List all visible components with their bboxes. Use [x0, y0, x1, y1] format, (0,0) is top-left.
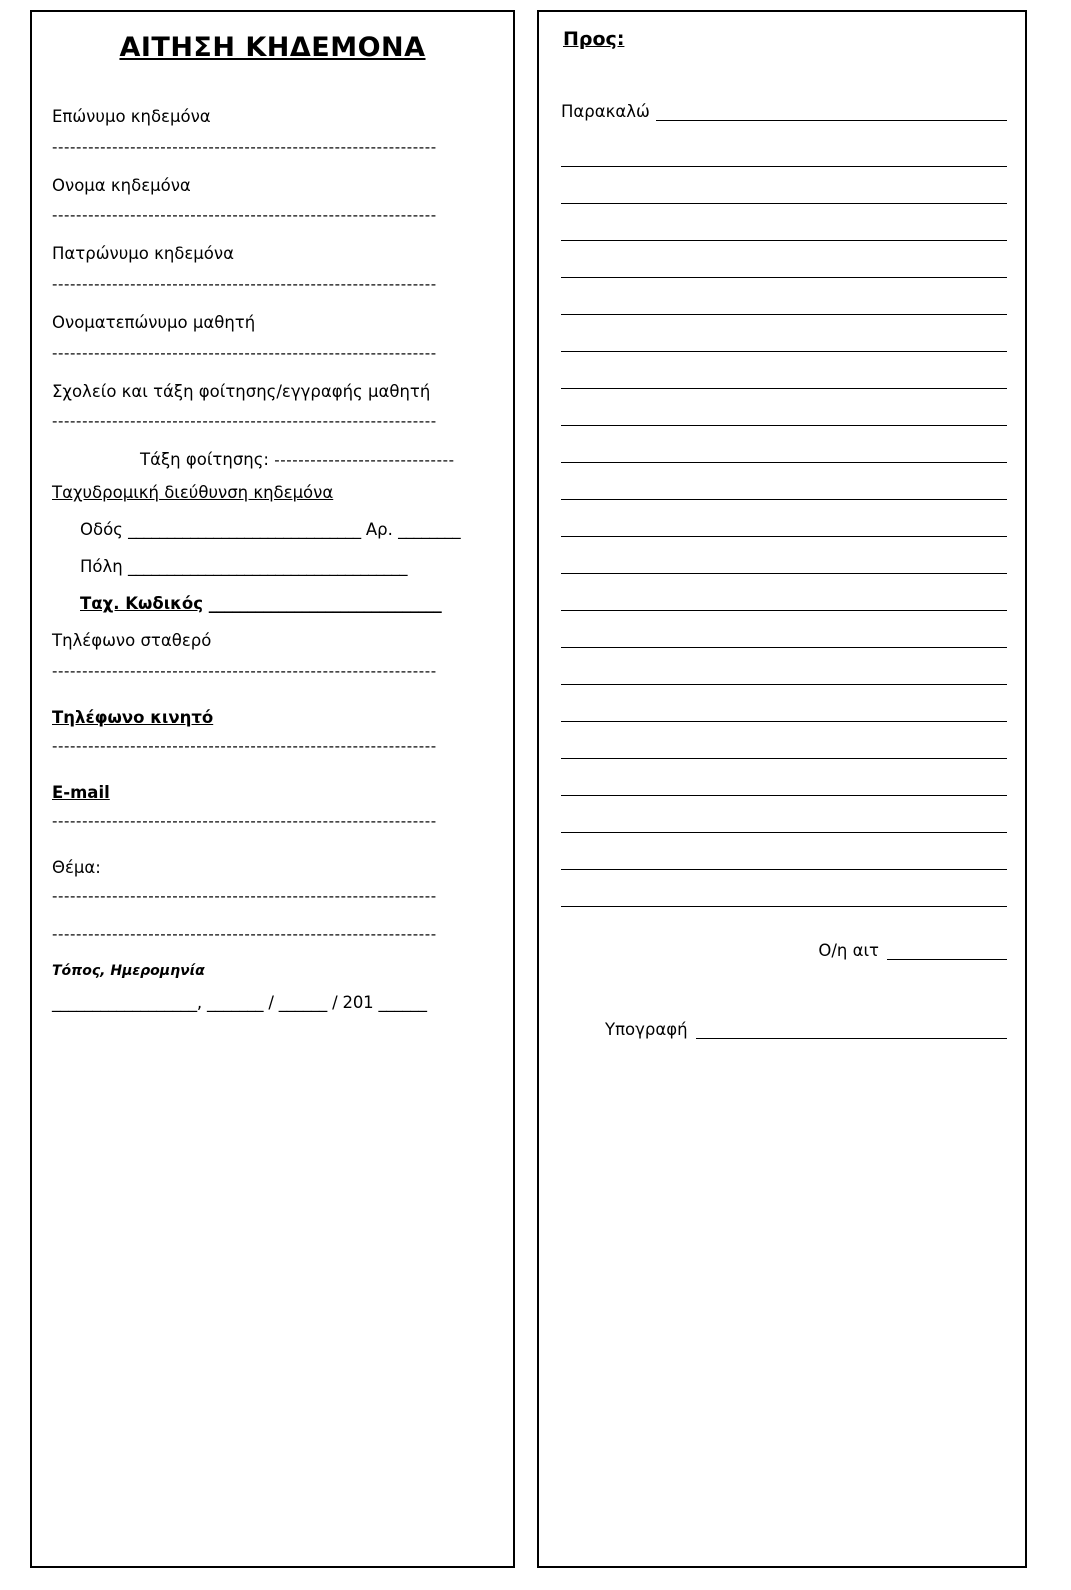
body-line-5[interactable] [561, 278, 1007, 315]
body-line-7[interactable] [561, 352, 1007, 389]
page-title: ΑΙΤΗΣΗ ΚΗΔΕΜΟΝΑ [119, 32, 426, 63]
guardian-lastname-input-line[interactable]: ---------------------------------------------------------------- [52, 137, 437, 156]
body-line-2[interactable] [561, 167, 1007, 204]
mobile-label: Τηλέφωνο κινητό [52, 707, 214, 727]
school-and-class-input-line[interactable]: ---------------------------------------------------------------- [52, 412, 437, 431]
city-row [52, 557, 493, 576]
body-line-18[interactable] [561, 759, 1007, 796]
body-line-17[interactable] [561, 722, 1007, 759]
body-line-16[interactable] [561, 685, 1007, 722]
street-number-input[interactable]: ________ [398, 520, 461, 540]
body-line-3[interactable] [561, 204, 1007, 241]
signature-input-line[interactable] [696, 1024, 1007, 1039]
student-fullname-label: Ονοματεπώνυμο μαθητή [52, 312, 256, 332]
body-line-10[interactable] [561, 463, 1007, 500]
body-line-20[interactable] [561, 833, 1007, 870]
body-line-4[interactable] [561, 241, 1007, 278]
street-row [52, 520, 493, 539]
body-line-19[interactable] [561, 796, 1007, 833]
postal-code-input[interactable]: ______________________________ [208, 594, 442, 614]
body-line-11[interactable] [561, 500, 1007, 537]
signature-label: Υπογραφή [605, 1020, 688, 1039]
subject-label: Θέμα: [52, 857, 101, 877]
body-line-8[interactable] [561, 389, 1007, 426]
street-label: Οδός [80, 520, 123, 540]
class-of-study-input-line[interactable]: ------------------------------ [274, 451, 455, 470]
body-line-21[interactable] [561, 870, 1007, 907]
student-fullname-input-line[interactable]: ---------------------------------------------------------------- [52, 343, 437, 362]
guardian-firstname-input-line[interactable]: ---------------------------------------------------------------- [52, 206, 437, 225]
city-input[interactable]: ____________________________________ [127, 557, 407, 577]
body-line-13[interactable] [561, 574, 1007, 611]
guardian-fathername-input-line[interactable]: ---------------------------------------------------------------- [52, 274, 437, 293]
applicant-row [561, 941, 1007, 960]
body-line-9[interactable] [561, 426, 1007, 463]
signature-row [561, 1020, 1007, 1039]
body-line-14[interactable] [561, 611, 1007, 648]
subject-input-line-1[interactable]: ---------------------------------------------------------------- [52, 886, 437, 905]
signature-block [561, 941, 1007, 1039]
applicant-input-line[interactable] [887, 945, 1007, 960]
postal-code-row [52, 594, 493, 613]
guardian-lastname-label: Επώνυμο κηδεμόνα [52, 107, 211, 126]
street-input[interactable]: ______________________________ [128, 520, 361, 540]
place-date-input-line[interactable]: __________________, _______ / ______ / 201 ______ [52, 992, 427, 1012]
postal-address-heading: Ταχυδρομική διεύθυνση κηδεμόνα [52, 483, 334, 503]
request-first-line [561, 102, 1007, 121]
class-of-study-row [52, 450, 493, 469]
spacer [52, 775, 493, 783]
body-line-6[interactable] [561, 315, 1007, 352]
mobile-input-line[interactable]: ---------------------------------------------------------------- [52, 736, 437, 755]
landline-label: Τηλέφωνο σταθερό [52, 631, 212, 651]
email-label: E-mail [52, 782, 110, 802]
body-line-15[interactable] [561, 648, 1007, 685]
email-input-line[interactable]: ---------------------------------------------------------------- [52, 811, 437, 830]
request-word: Παρακαλώ [561, 102, 650, 121]
guardian-firstname-label: Ονομα κηδεμόνα [52, 175, 191, 195]
spacer [52, 700, 493, 708]
landline-input-line[interactable]: ---------------------------------------------------------------- [52, 661, 437, 680]
body-line-12[interactable] [561, 537, 1007, 574]
street-number-label: Αρ. [365, 520, 393, 540]
request-input-line-0[interactable] [656, 106, 1007, 121]
postal-code-label: Ταχ. Κωδικός [80, 594, 203, 614]
subject-input-line-2[interactable]: ---------------------------------------------------------------- [52, 924, 437, 943]
class-of-study-label: Τάξη φοίτησης: [140, 450, 269, 470]
applicant-label: Ο/η αιτ [818, 941, 879, 960]
guardian-fathername-label: Πατρώνυμο κηδεμόνα [52, 244, 234, 264]
application-form-panel [30, 10, 515, 1568]
city-label: Πόλη [80, 557, 123, 577]
recipient-and-body-panel [537, 10, 1027, 1568]
recipient-label: Προς: [563, 28, 625, 50]
school-and-class-label: Σχολείο και τάξη φοίτησης/εγγραφής μαθητή [52, 381, 431, 401]
body-line-1[interactable] [561, 130, 1007, 167]
body-write-lines [561, 130, 1007, 907]
spacer [52, 850, 493, 858]
place-date-label: Τόπος, Ημερομηνία [52, 962, 205, 979]
